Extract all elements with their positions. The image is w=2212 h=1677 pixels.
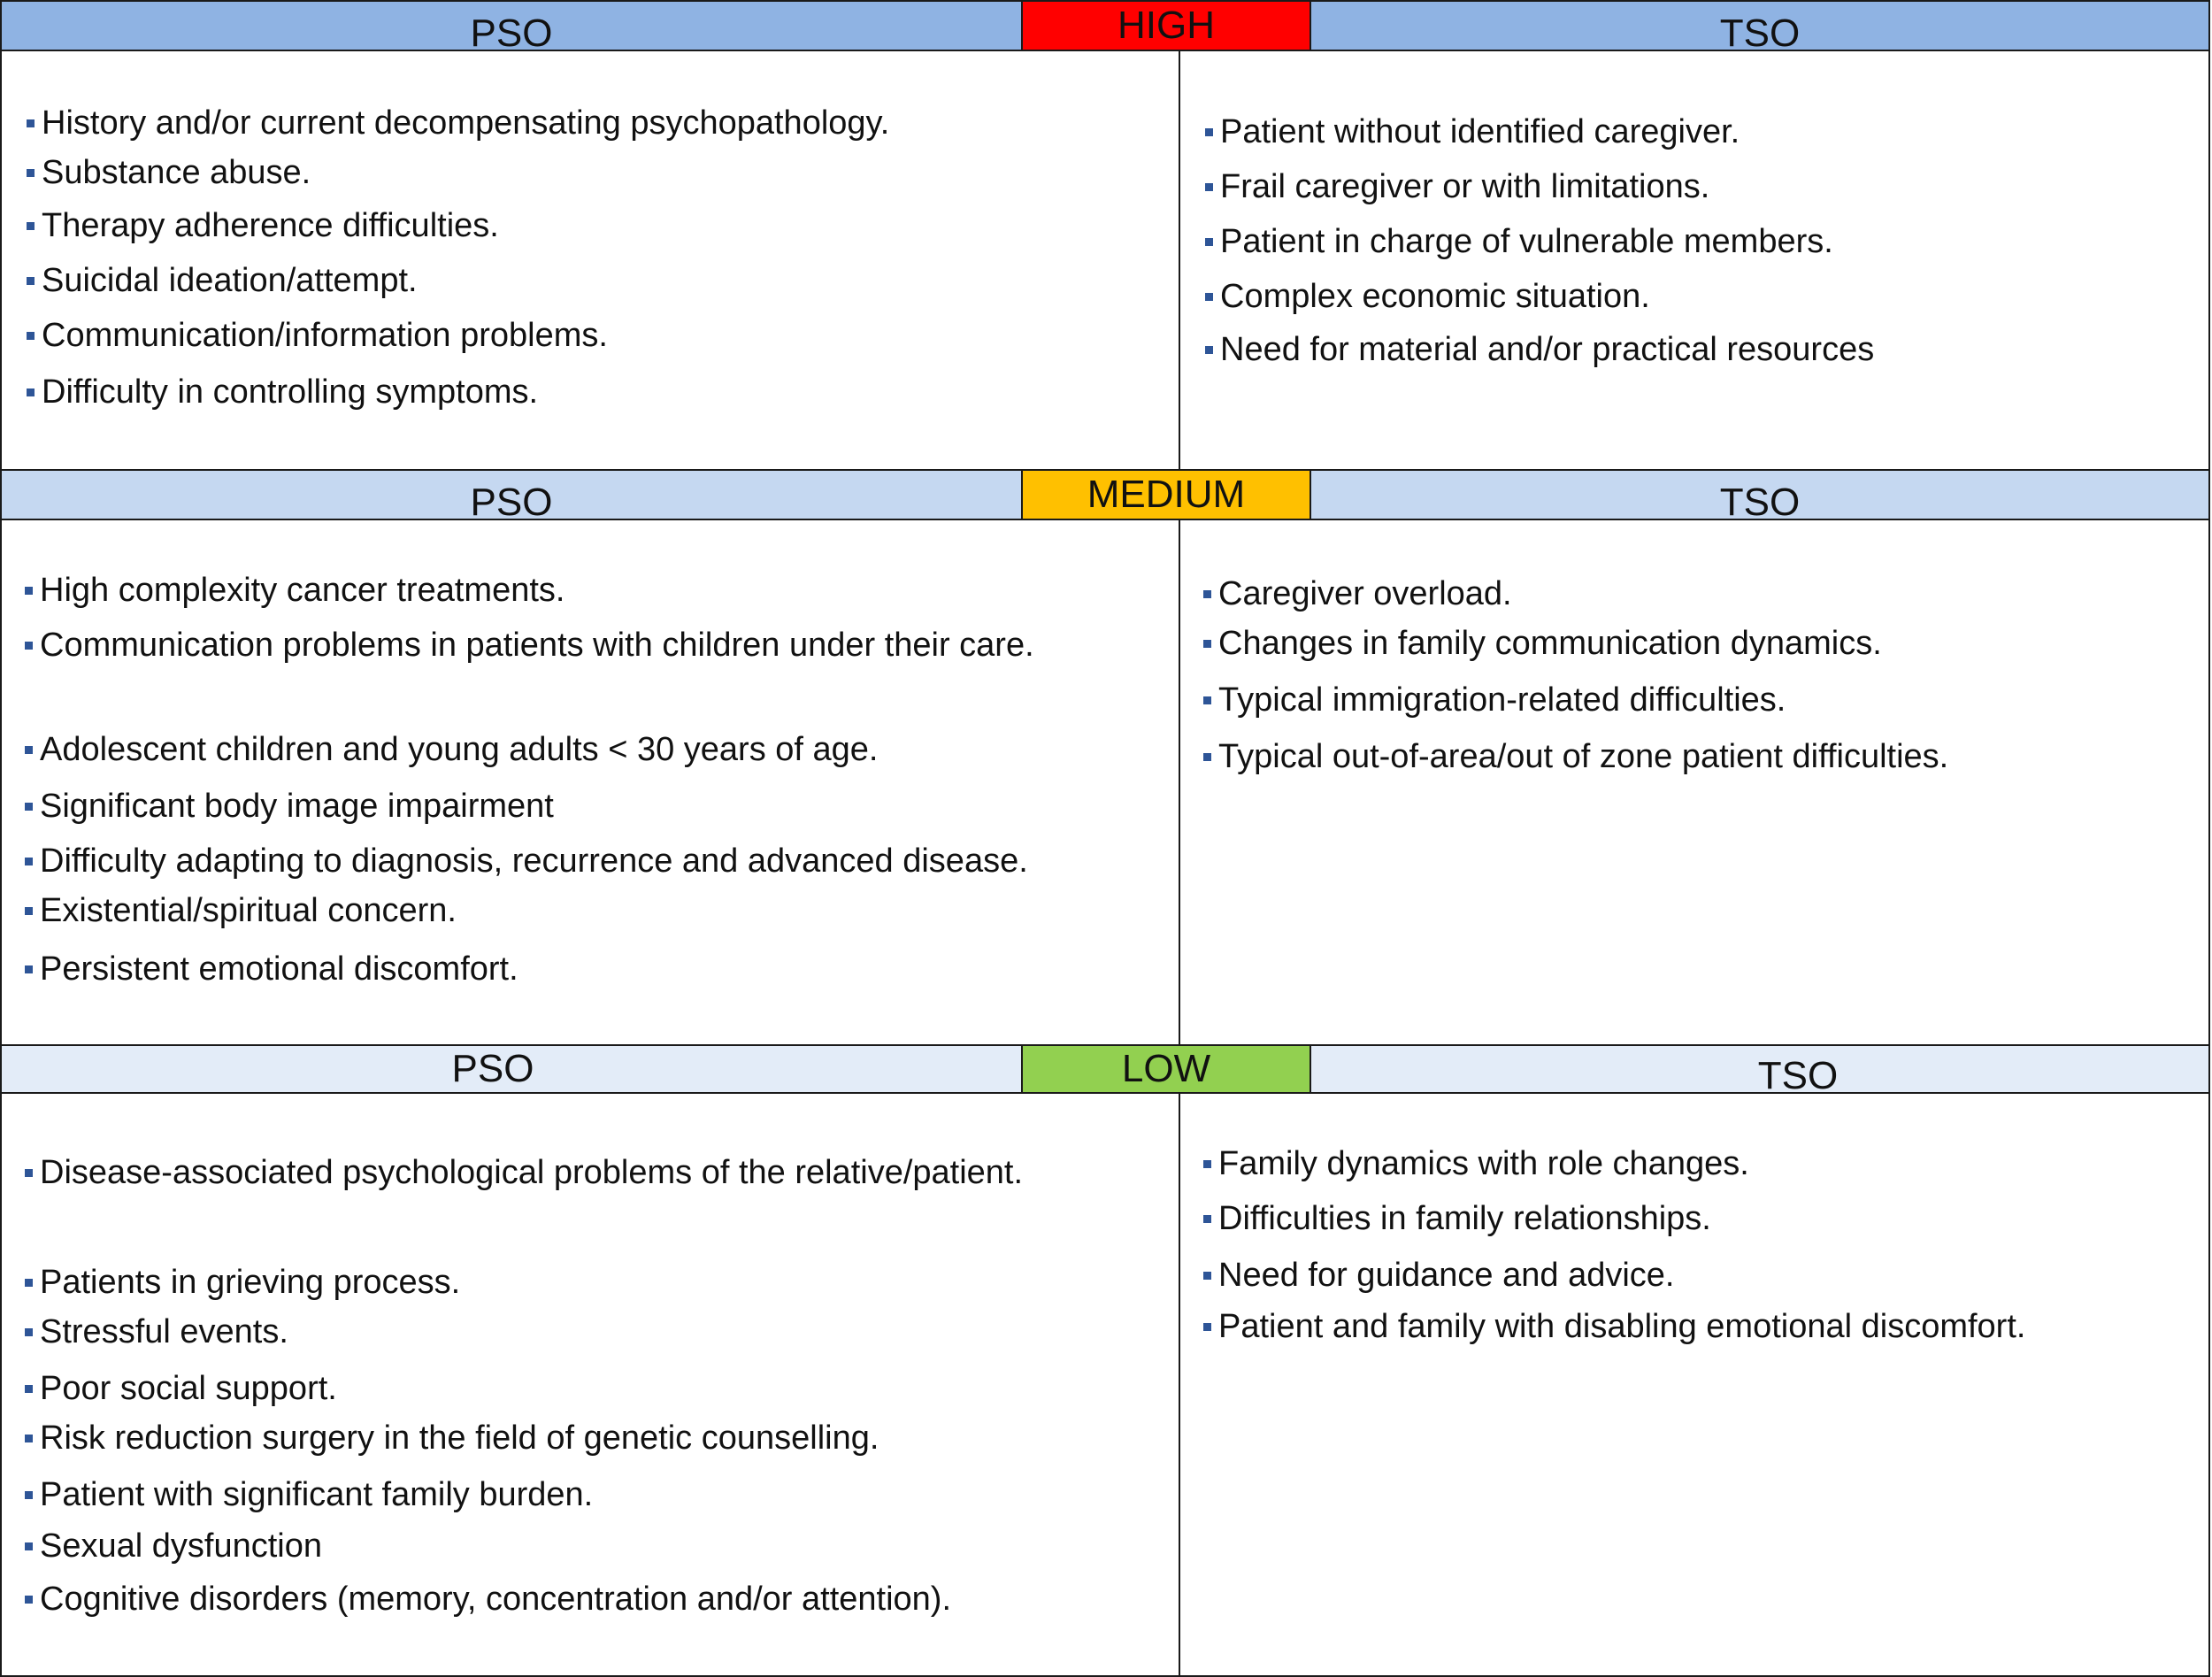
list-item: Cognitive disorders (memory, concentration and/or attention).	[25, 1579, 951, 1619]
bullet-icon	[27, 332, 35, 340]
list-item: Family dynamics with role changes.	[1203, 1143, 1749, 1184]
high-pso-heading: PSO	[470, 12, 553, 55]
list-item: Adolescent children and young adults < 30 years of age.	[25, 729, 878, 770]
list-item: Typical out-of-area/out of zone patient difficulties.	[1203, 736, 1948, 777]
bullet-icon	[25, 965, 33, 973]
list-item: Significant body image impairment	[25, 786, 554, 827]
bullet-icon	[27, 222, 35, 230]
bullet-icon	[1203, 1160, 1211, 1168]
list-item: Persistent emotional discomfort.	[25, 949, 518, 989]
bullet-icon	[25, 1169, 33, 1177]
bullet-icon	[1203, 1272, 1211, 1280]
list-item: Stressful events.	[25, 1312, 288, 1352]
bullet-icon	[25, 858, 33, 865]
bullet-icon	[1203, 696, 1211, 704]
low-header-bar	[0, 1044, 2210, 1097]
bullet-icon	[25, 1328, 33, 1336]
list-item: History and/or current decompensating psychopathology.	[27, 103, 889, 143]
bullet-icon	[1203, 753, 1211, 761]
low-pso-heading: PSO	[451, 1047, 534, 1090]
bullet-icon	[1203, 1215, 1211, 1223]
low-tso-heading: TSO	[1757, 1054, 1839, 1097]
list-item: Changes in family communication dynamics.	[1203, 623, 1882, 664]
medium-pso-heading: PSO	[470, 481, 553, 524]
list-item: Existential/spiritual concern.	[25, 890, 457, 931]
list-item: Difficulties in family relationships.	[1203, 1198, 1711, 1239]
medium-header-bar	[0, 469, 2210, 524]
medium-pso-panel	[0, 520, 1180, 1046]
list-item: Complex economic situation.	[1205, 276, 1650, 317]
bullet-icon	[25, 1491, 33, 1499]
bullet-icon	[25, 1542, 33, 1550]
high-pso-panel	[0, 51, 1180, 471]
bullet-icon	[25, 907, 33, 915]
bullet-icon	[1205, 183, 1213, 191]
bullet-icon	[1205, 238, 1213, 246]
low-level-badge: LOW	[1021, 1044, 1311, 1094]
low-pso-panel	[0, 1094, 1180, 1677]
list-item: Patient and family with disabling emotional discomfort.	[1203, 1306, 2025, 1347]
list-item: Difficulty in controlling symptoms.	[27, 372, 538, 412]
bullet-icon	[27, 388, 35, 396]
list-item: Need for guidance and advice.	[1203, 1255, 1674, 1296]
medium-tso-heading: TSO	[1719, 481, 1801, 524]
bullet-icon	[25, 1385, 33, 1393]
list-item: Frail caregiver or with limitations.	[1205, 166, 1709, 207]
list-item: Therapy adherence difficulties.	[27, 205, 499, 246]
high-header-bar	[0, 0, 2210, 55]
list-item: Typical immigration-related difficulties.	[1203, 680, 1786, 720]
bullet-icon	[1203, 590, 1211, 598]
list-item: Patient in charge of vulnerable members.	[1205, 221, 1833, 262]
high-tso-heading: TSO	[1719, 12, 1801, 55]
medium-tso-panel	[1179, 520, 2210, 1046]
bullet-icon	[25, 803, 33, 811]
bullet-icon	[25, 642, 33, 650]
list-item: Sexual dysfunction	[25, 1526, 322, 1566]
bullet-icon	[1203, 640, 1211, 648]
list-item: Patient without identified caregiver.	[1205, 112, 1740, 152]
bullet-icon	[25, 746, 33, 754]
list-item: Suicidal ideation/attempt.	[27, 260, 418, 301]
list-item: Difficulty adapting to diagnosis, recurrence and advanced disease.	[25, 841, 1028, 881]
list-item: Risk reduction surgery in the field of genetic counselling.	[25, 1418, 879, 1458]
bullet-icon	[25, 1596, 33, 1604]
bullet-icon	[1205, 293, 1213, 301]
list-item: Substance abuse.	[27, 152, 311, 193]
list-item: Poor social support.	[25, 1368, 337, 1409]
low-tso-panel	[1179, 1094, 2210, 1677]
bullet-icon	[25, 1435, 33, 1442]
list-item: Need for material and/or practical resources	[1205, 329, 1874, 370]
list-item: Caregiver overload.	[1203, 573, 1512, 614]
bullet-icon	[25, 587, 33, 595]
bullet-icon	[27, 169, 35, 177]
list-item: Communication/information problems.	[27, 315, 608, 356]
high-tso-panel	[1179, 51, 2210, 471]
list-item: High complexity cancer treatments.	[25, 570, 565, 611]
bullet-icon	[1203, 1323, 1211, 1331]
list-item: Patient with significant family burden.	[25, 1474, 593, 1515]
bullet-icon	[27, 277, 35, 285]
high-level-badge: HIGH	[1021, 0, 1311, 51]
bullet-icon	[27, 119, 35, 127]
bullet-icon	[1205, 128, 1213, 136]
list-item: Disease-associated psychological problems of the relative/patient.	[25, 1152, 1023, 1193]
bullet-icon	[1205, 346, 1213, 354]
list-item: Communication problems in patients with children under their care.	[25, 625, 1034, 665]
bullet-icon	[25, 1279, 33, 1287]
medium-level-badge: MEDIUM	[1021, 469, 1311, 520]
list-item: Patients in grieving process.	[25, 1262, 460, 1303]
